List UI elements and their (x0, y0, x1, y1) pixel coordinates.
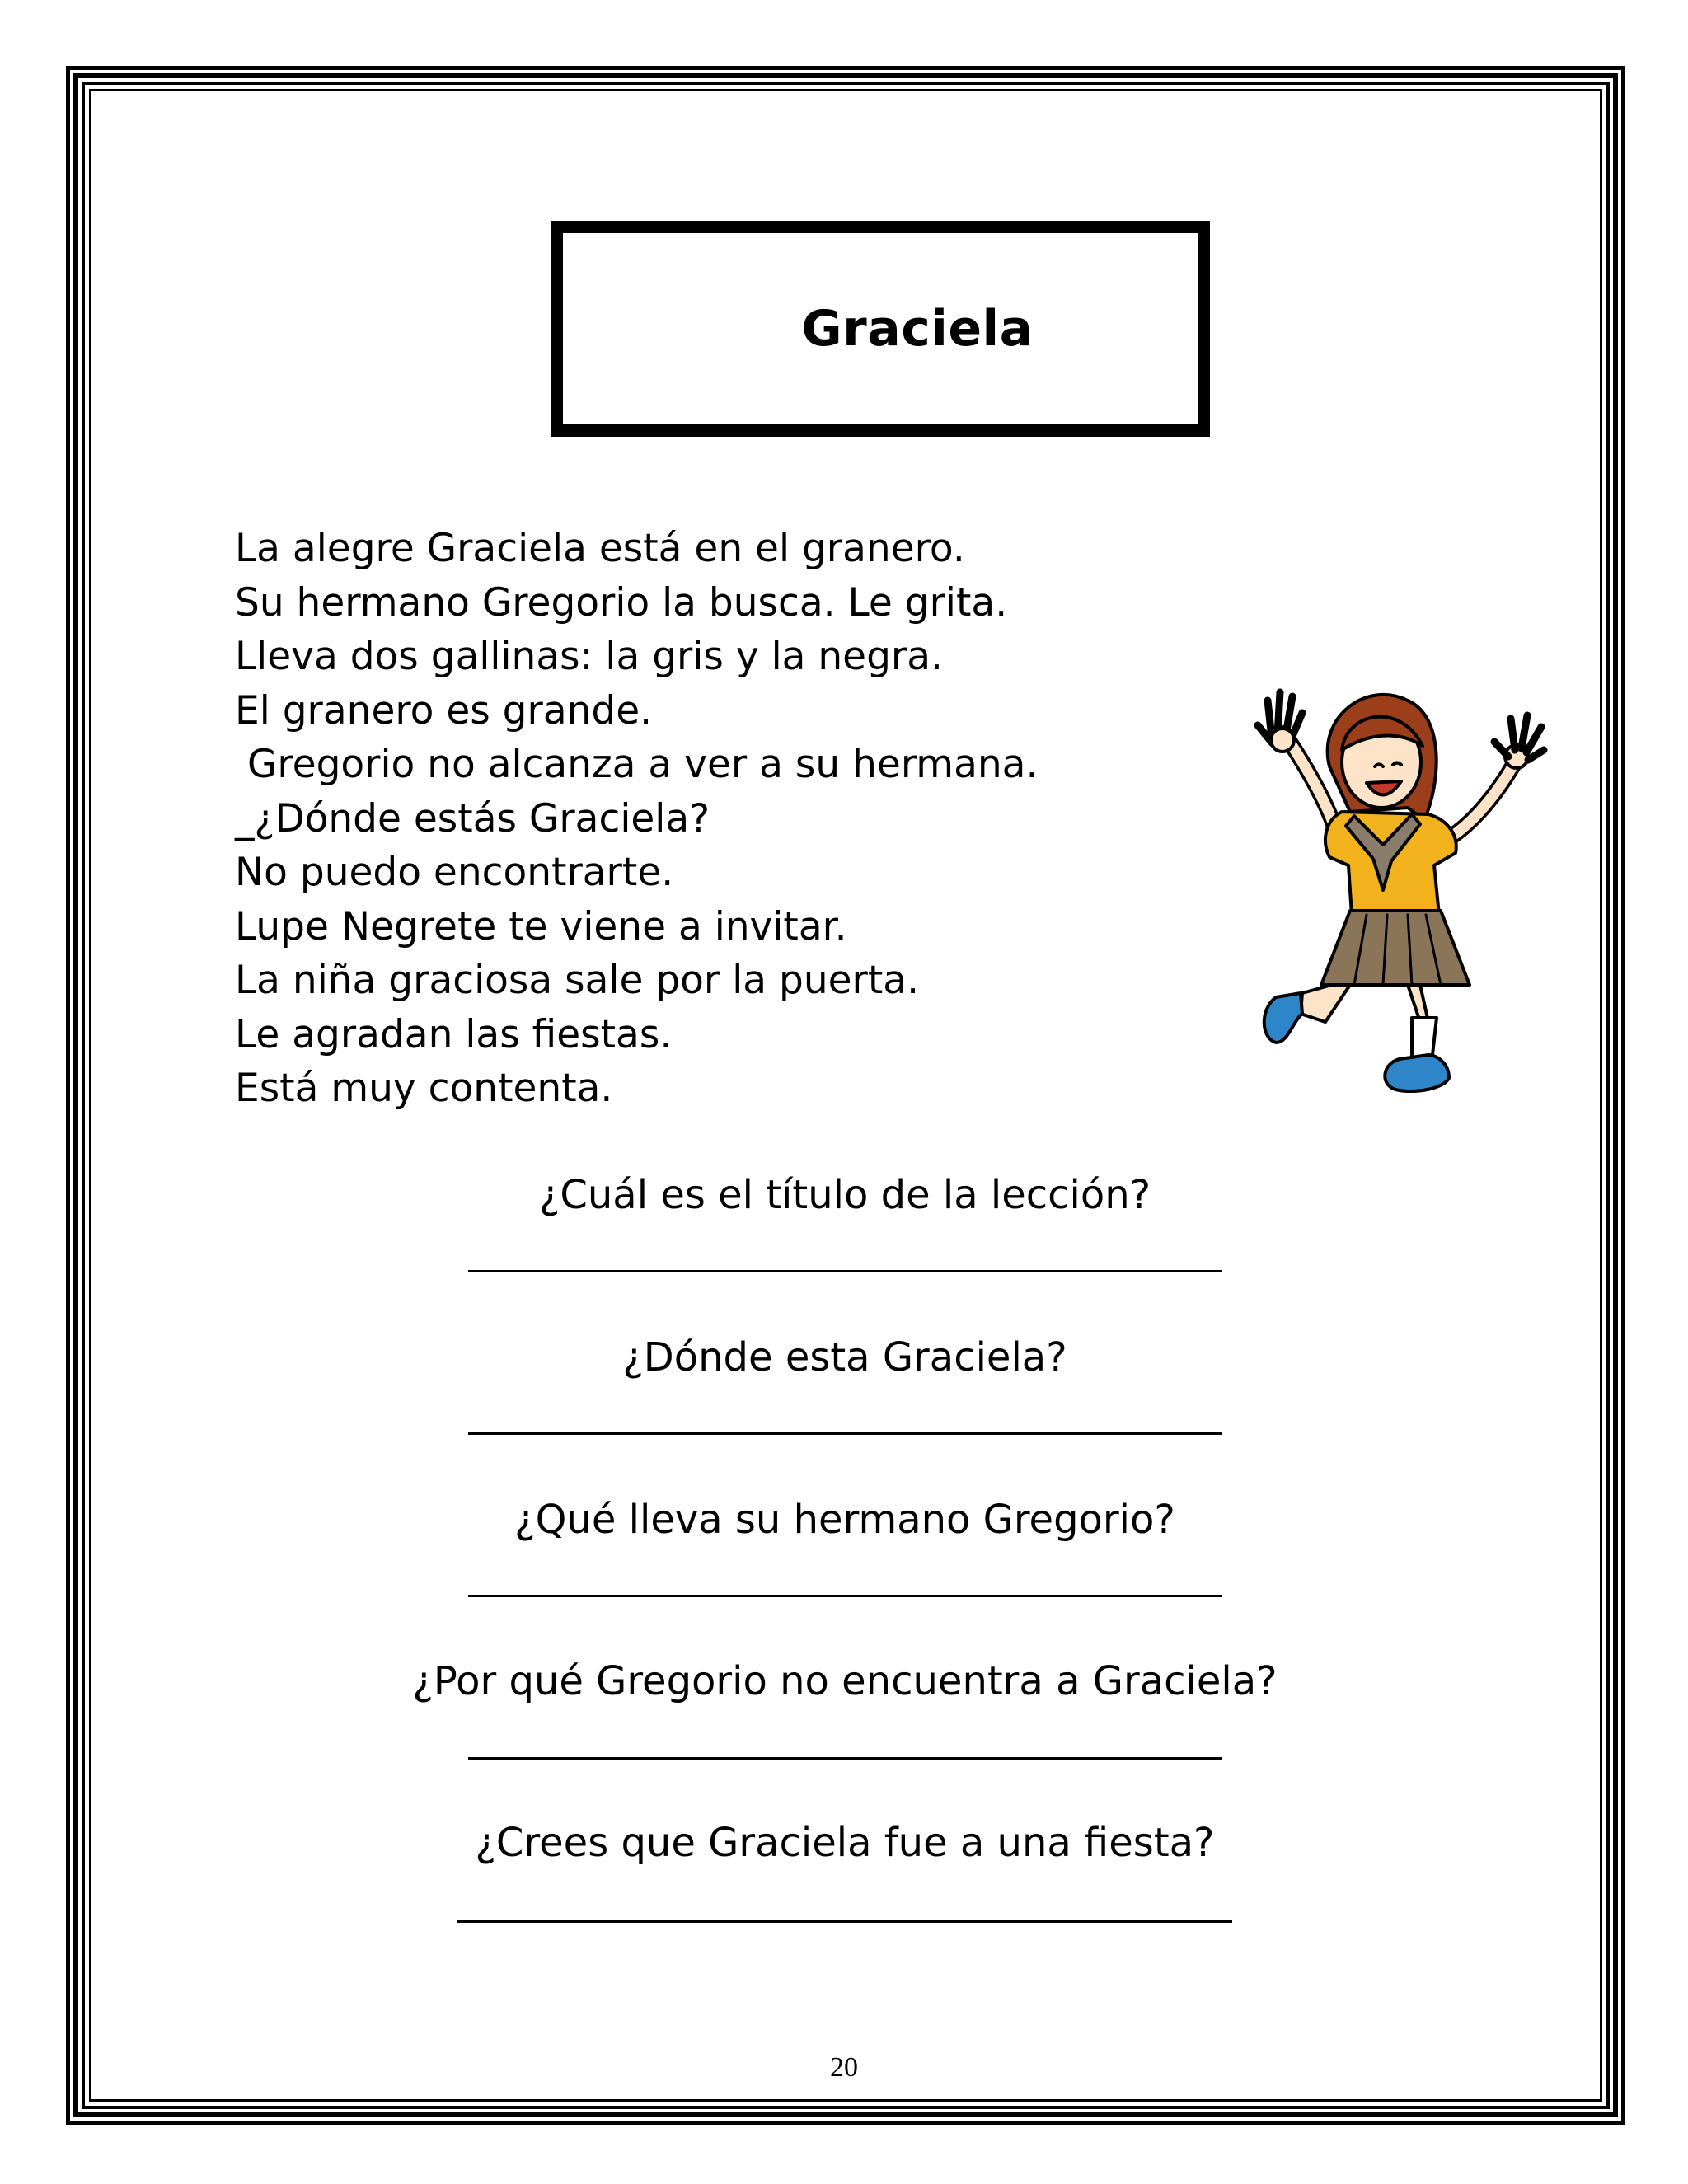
story-line: La niña graciosa sale por la puerta. (235, 958, 920, 1003)
story-line: Su hermano Gregorio la busca. Le grita. (235, 579, 1008, 626)
answer-line-3[interactable] (468, 1595, 1222, 1597)
answer-line-5[interactable] (457, 1920, 1232, 1923)
jumping-girl-illustration (1243, 668, 1548, 1104)
question-3 (235, 1495, 1455, 1544)
question-text: ¿Cuál es el título de la lección? (538, 1172, 1151, 1218)
story-line: Está muy contenta. (235, 1066, 613, 1111)
story-line: Gregorio no alcanza a ver a su hermana. (235, 742, 1039, 787)
story-line: El granero es grande. (235, 687, 653, 733)
story-line: Lupe Negrete te viene a invitar. (235, 903, 847, 949)
story-line: Lleva dos gallinas: la gris y la negra. (235, 634, 943, 679)
answer-line-4[interactable] (468, 1757, 1222, 1760)
question-2 (235, 1333, 1455, 1382)
question-text: ¿Qué lleva su hermano Gregorio? (514, 1497, 1175, 1543)
question-1 (235, 1170, 1455, 1220)
answer-line-1[interactable] (468, 1270, 1222, 1272)
story-line: La alegre Graciela está en el granero. (235, 526, 965, 571)
story-line: _¿Dónde estás Graciela? (235, 795, 710, 841)
question-4 (235, 1657, 1455, 1706)
question-5 (235, 1818, 1455, 1868)
lesson-title: Graciela (801, 300, 1034, 358)
page-number: 20 (830, 2052, 858, 2083)
girl-skirt (1321, 911, 1470, 985)
question-text: ¿Crees que Graciela fue a una fiesta? (475, 1820, 1215, 1866)
question-text: ¿Por qué Gregorio no encuentra a Graciela? (412, 1658, 1278, 1704)
story-line: Le agradan las fiestas. (235, 1011, 673, 1057)
story-text (235, 522, 1265, 1116)
question-text: ¿Dónde esta Graciela? (622, 1334, 1067, 1380)
title-box (551, 221, 1210, 437)
story-line: No puedo encontrarte. (235, 850, 674, 895)
answer-line-2[interactable] (468, 1432, 1222, 1435)
